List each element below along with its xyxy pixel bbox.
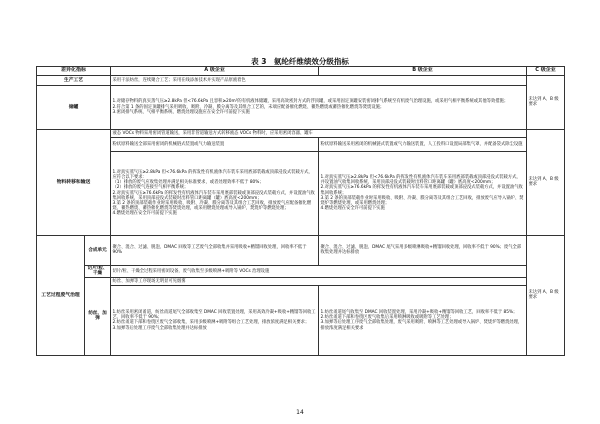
- table-row: [37, 265, 565, 277]
- synthesis-a-cell: 聚合、混合、过滤、脱泡、DMAC 回收等工艺废气全部收集并采用吸收+精馏回收处理，回收率不低于 90%: [111, 235, 319, 265]
- spinning-b-cell: 1.纺丝甬道尾气收集至 DMAC 回收装置处理，采用冷凝+吸收+精馏等回收工艺，回收率不低于 85%； 2.纺丝甬道下部和卷绕区废气收集后采用喷淋吸收或吸附等工艺处理； 3.加弹等后处理工序废气全部收集处理，废气采用吸附、喷淋等工艺处理或导入锅炉、焚烧炉等燃烧处理，排放浓度满足相关要求: [319, 285, 527, 355]
- row-label-storage: 储罐: [37, 85, 111, 129]
- process-gas-c-cell: 未达到 A、B 级要求: [527, 235, 565, 355]
- synthesis-b-cell: 聚合、混合、过滤、脱泡、DMAC 尾气采用多级喷淋吸收+精馏回收处理，回收率不低于 90%；废气全部收集处理并达标排放: [319, 235, 527, 265]
- transfer-b2-cell: 1.对真实蒸气压≥2.8kPa 但<76.6kPa 的挥发性有机液体汽车装车采用底部装载或顶部浸没式装载方式，并设置油气收集回收系统，采用顶部浸没式装载时出料管口距离罐（罐）底高度<200mm； 2.对真实蒸气压≥76.6kPa 的挥发性有机液体汽车装车采用底部装载或顶部浸没式装载方式，并设置油气收集回收系统； 3.第 2 条的顶部装载作业时采用吸收、吸附、冷凝、膜分离等及其组合工艺回收，排放废气应导入锅炉、焚烧炉等燃烧处理，或采用燃烧处理； 4.燃烧处理在安全许可前提下实施: [319, 151, 527, 235]
- cutting-a-cell: 切片/粒、干燥全过程采用密闭设备，废气收集至多级喷淋+吸附等 VOCs 治理设施: [111, 265, 527, 277]
- table-row: [37, 151, 565, 235]
- table-row: [37, 235, 565, 265]
- transfer-a-top-cell: 液态 VOCs 物料采用密闭管道输送，采用非管道输送方式转移液态 VOCs 物料时，应采用密闭容器、罐车: [111, 129, 527, 137]
- transfer-b1-cell: 粉状原料输送采用密闭的机械链式装置或气力输送装置，人工投料口设置局部集气罩，并配备袋式除尘设施: [319, 137, 527, 151]
- row-label-process-gas: 工艺过程废气治理: [37, 235, 85, 355]
- page-number: 14: [296, 409, 304, 416]
- table-row: [37, 85, 565, 129]
- transfer-c-cell: 未达到 A、B 级要求: [527, 129, 565, 235]
- row-label-synthesis: 合成单元: [85, 235, 111, 265]
- row-label-production: 生产工艺: [37, 75, 111, 85]
- row-label-cutting: 切片/粒、干燥: [85, 265, 111, 277]
- production-a-cell: 采用干法纺丝，连续聚合工艺；采用在线添加技术并实现产品原液着色: [111, 75, 527, 85]
- header-c-grade: C 级企业: [527, 67, 565, 76]
- header-b-grade: B 级企业: [319, 67, 527, 76]
- transfer-a2-cell: 1.对真实蒸气压≥2.8kPa 但<76.6kPa 的挥发性有机液体汽车装车采用底部装载或顶部浸没式装载方式，应符合以下要求： （1）排放的废气应收集处理并满足相关标准要求，或者处理效率不低于 80%； （2）排放的废气连接至气相平衡系统； 2.对真实蒸气压≥76.6kPa 的挥发性有机液体汽车装车采用底部装载或顶部浸没式装载方式，并设置油气收集回收系统，采用顶部浸没式装载时出料管口距离罐（罐）底高度<200mm； 3.第 2 条的顶部装载作业时采用吸收、吸附、冷凝、膜分离等及其组合工艺回收，排放废气应配备催化燃烧、蓄热燃烧、蓄热催化燃烧等焚烧处理，或采用燃烧处理或导入锅炉、焚烧炉等燃烧处理； 4.燃烧处理在安全许可前提下实施: [111, 151, 319, 235]
- header-indicator: 差异化指标: [37, 67, 111, 76]
- table-row: [37, 277, 565, 285]
- row-label-transfer: 物料转移和输送: [37, 129, 111, 235]
- table-row: [37, 129, 565, 137]
- production-c-cell: 未达到 A、B 级要求: [527, 75, 565, 129]
- table-row: [37, 137, 565, 151]
- transfer-a1-cell: 粉状原料输送全部采用密闭的机械链式装置或气力输送装置: [111, 137, 319, 151]
- table-header-row: [37, 67, 565, 76]
- spinning-a-cell: 1.纺丝采用密闭甬道，纺丝甬道尾气全部收集至 DMAC 回收装置处理，采用高效冷凝+吸收+精馏等回收工艺，回收率不低于 90%； 2.纺丝甬道下部和卷绕区废气全部收集，采用多级喷淋+吸附等组合工艺处理，排放浓度满足相关要求； 3.加弹等后处理工序废气全部收集处理并达标排放: [111, 285, 319, 355]
- spinning-a-top-cell: 纺丝、加弹等工序现场无明显可见烟雾: [111, 277, 527, 285]
- storage-a-cell: 1.对储存物料的真实蒸气压≥2.8kPa 但<76.6kPa 且容积≥20m³的有机液体储罐，采用高效密封方式的浮顶罐，或采用固定顶罐安装密闭排气系统至有机废气治理设施，或采用气相平衡系统或其他等效措施； 2.符合第 1 条的固定顶罐排气采用吸收、吸附、冷凝、膜分离等及其组合工艺的，末端应配备催化燃烧、蓄热燃烧或蓄热催化燃烧等焚烧设施； 3.密闭排气系统、气相平衡系统、燃烧处理设施应在安全许可前提下实施: [111, 85, 527, 129]
- header-a-grade: A 级企业: [111, 67, 319, 76]
- row-label-spinning: 纺丝、加弹: [85, 277, 111, 355]
- table-row: [37, 75, 565, 85]
- table-row: [37, 285, 565, 355]
- performance-grading-table: [36, 66, 565, 356]
- table-title: 表 3 氨纶纤维绩效分级指标: [251, 57, 349, 66]
